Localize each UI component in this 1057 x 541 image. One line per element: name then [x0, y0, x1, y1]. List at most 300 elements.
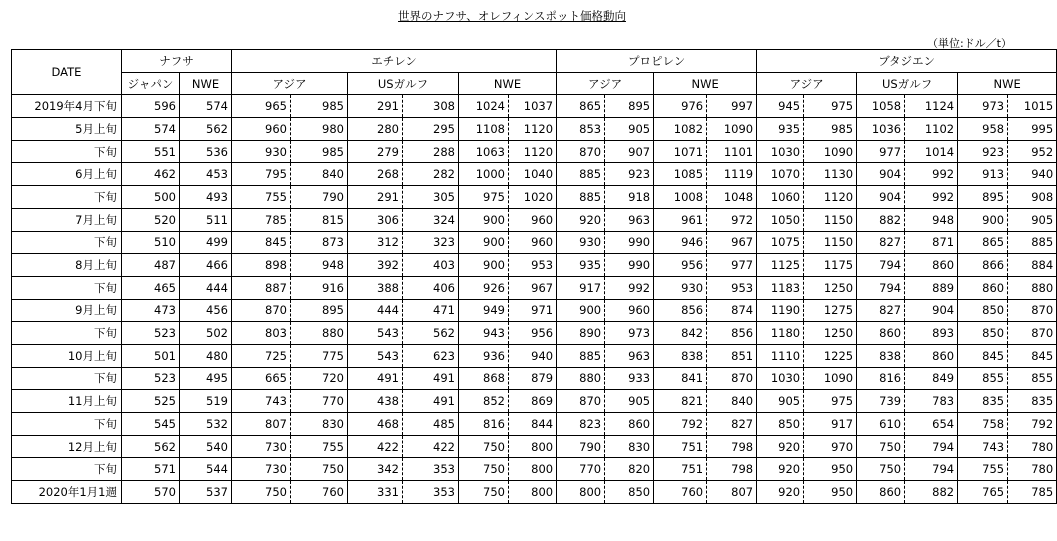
- price-cell: 985: [804, 118, 857, 141]
- price-cell: 537: [180, 481, 232, 504]
- price-cell: 973: [958, 95, 1008, 118]
- price-cell: 596: [122, 95, 180, 118]
- price-cell: 551: [122, 140, 180, 163]
- price-cell: 751: [654, 435, 707, 458]
- price-cell: 873: [291, 231, 348, 254]
- row-date: 10月上旬: [12, 344, 122, 367]
- price-cell: 821: [654, 390, 707, 413]
- price-cell: 956: [509, 322, 557, 345]
- price-cell: 946: [654, 231, 707, 254]
- subheader-butadiene-usgulf: USガルフ: [857, 72, 958, 95]
- price-cell: 923: [605, 163, 654, 186]
- price-cell: 1150: [804, 231, 857, 254]
- price-cell: 760: [291, 481, 348, 504]
- price-cell: 725: [232, 344, 291, 367]
- price-cell: 913: [958, 163, 1008, 186]
- price-cell: 917: [804, 413, 857, 436]
- price-cell: 1175: [804, 254, 857, 277]
- price-cell: 499: [180, 231, 232, 254]
- price-cell: 785: [1008, 481, 1057, 504]
- price-cell: 977: [857, 140, 905, 163]
- row-date: 9月上旬: [12, 299, 122, 322]
- price-cell: 544: [180, 458, 232, 481]
- price-cell: 523: [122, 367, 180, 390]
- price-cell: 574: [122, 118, 180, 141]
- price-cell: 963: [605, 208, 654, 231]
- table-row: [12, 186, 1057, 209]
- price-cell: 291: [348, 95, 403, 118]
- price-cell: 972: [707, 208, 757, 231]
- price-cell: 790: [557, 435, 605, 458]
- price-cell: 908: [1008, 186, 1057, 209]
- row-date: 11月上旬: [12, 390, 122, 413]
- price-cell: 930: [232, 140, 291, 163]
- table-body: [12, 95, 1057, 503]
- price-cell: 855: [958, 367, 1008, 390]
- price-cell: 495: [180, 367, 232, 390]
- price-cell: 900: [958, 208, 1008, 231]
- price-cell: 904: [905, 299, 958, 322]
- price-cell: 1050: [757, 208, 804, 231]
- price-cell: 780: [1008, 458, 1057, 481]
- price-cell: 870: [1008, 299, 1057, 322]
- price-cell: 1036: [857, 118, 905, 141]
- row-date: 下旬: [12, 276, 122, 299]
- subheader-propylene-asia: アジア: [557, 72, 654, 95]
- table-row: [12, 208, 1057, 231]
- table-row: [12, 254, 1057, 277]
- price-cell: 743: [958, 435, 1008, 458]
- price-cell: 930: [557, 231, 605, 254]
- header-butadiene: ブタジエン: [757, 50, 1057, 73]
- price-cell: 570: [122, 481, 180, 504]
- price-cell: 792: [1008, 413, 1057, 436]
- price-cell: 456: [180, 299, 232, 322]
- price-cell: 930: [654, 276, 707, 299]
- price-cell: 820: [605, 458, 654, 481]
- price-cell: 438: [348, 390, 403, 413]
- row-date: 下旬: [12, 413, 122, 436]
- price-cell: 536: [180, 140, 232, 163]
- price-cell: 933: [605, 367, 654, 390]
- table-row: [12, 163, 1057, 186]
- price-cell: 866: [958, 254, 1008, 277]
- table-row: [12, 435, 1057, 458]
- price-cell: 720: [291, 367, 348, 390]
- price-cell: 850: [958, 322, 1008, 345]
- table-row: [12, 276, 1057, 299]
- price-cell: 904: [857, 186, 905, 209]
- price-cell: 388: [348, 276, 403, 299]
- price-cell: 995: [1008, 118, 1057, 141]
- price-cell: 990: [605, 231, 654, 254]
- price-cell: 392: [348, 254, 403, 277]
- price-cell: 1071: [654, 140, 707, 163]
- price-cell: 543: [348, 344, 403, 367]
- price-cell: 353: [403, 458, 459, 481]
- price-cell: 750: [459, 458, 509, 481]
- price-cell: 868: [459, 367, 509, 390]
- price-cell: 750: [459, 481, 509, 504]
- price-cell: 856: [707, 322, 757, 345]
- price-cell: 838: [857, 344, 905, 367]
- price-cell: 860: [905, 254, 958, 277]
- price-cell: 800: [509, 481, 557, 504]
- price-cell: 792: [654, 413, 707, 436]
- price-cell: 331: [348, 481, 403, 504]
- price-cell: 865: [557, 95, 605, 118]
- price-cell: 845: [958, 344, 1008, 367]
- price-cell: 353: [403, 481, 459, 504]
- price-cell: 751: [654, 458, 707, 481]
- price-cell: 900: [459, 231, 509, 254]
- price-cell: 1075: [757, 231, 804, 254]
- price-cell: 1020: [509, 186, 557, 209]
- price-cell: 1120: [509, 118, 557, 141]
- price-cell: 610: [857, 413, 905, 436]
- price-cell: 1082: [654, 118, 707, 141]
- row-date: 下旬: [12, 231, 122, 254]
- price-cell: 770: [557, 458, 605, 481]
- price-cell: 885: [557, 186, 605, 209]
- price-cell: 1048: [707, 186, 757, 209]
- price-cell: 1090: [707, 118, 757, 141]
- price-cell: 918: [605, 186, 654, 209]
- price-cell: 961: [654, 208, 707, 231]
- table-row: [12, 481, 1057, 504]
- page-title: 世界のナフサ、オレフィンスポット価格動向: [398, 9, 626, 23]
- price-cell: 750: [857, 458, 905, 481]
- price-cell: 920: [757, 481, 804, 504]
- price-cell: 468: [348, 413, 403, 436]
- price-cell: 312: [348, 231, 403, 254]
- price-cell: 280: [348, 118, 403, 141]
- price-cell: 917: [557, 276, 605, 299]
- price-cell: 444: [180, 276, 232, 299]
- price-cell: 1125: [757, 254, 804, 277]
- row-date: 2020年1月1週: [12, 481, 122, 504]
- table-row: [12, 118, 1057, 141]
- price-cell: 502: [180, 322, 232, 345]
- price-cell: 840: [291, 163, 348, 186]
- price-cell: 940: [1008, 163, 1057, 186]
- price-cell: 845: [232, 231, 291, 254]
- price-cell: 860: [605, 413, 654, 436]
- price-cell: 885: [1008, 231, 1057, 254]
- price-cell: 880: [557, 367, 605, 390]
- price-cell: 562: [403, 322, 459, 345]
- price-cell: 795: [232, 163, 291, 186]
- price-cell: 952: [1008, 140, 1057, 163]
- price-cell: 1000: [459, 163, 509, 186]
- price-cell: 807: [232, 413, 291, 436]
- price-cell: 730: [232, 435, 291, 458]
- price-cell: 815: [291, 208, 348, 231]
- table-row: [12, 413, 1057, 436]
- price-cell: 775: [291, 344, 348, 367]
- price-cell: 324: [403, 208, 459, 231]
- price-cell: 523: [122, 322, 180, 345]
- price-cell: 850: [605, 481, 654, 504]
- price-cell: 827: [857, 299, 905, 322]
- price-cell: 783: [905, 390, 958, 413]
- row-date: 12月上旬: [12, 435, 122, 458]
- price-cell: 895: [291, 299, 348, 322]
- price-cell: 511: [180, 208, 232, 231]
- price-cell: 905: [605, 118, 654, 141]
- row-date: 7月上旬: [12, 208, 122, 231]
- price-cell: 491: [348, 367, 403, 390]
- table-row: [12, 140, 1057, 163]
- price-cell: 945: [757, 95, 804, 118]
- price-cell: 907: [605, 140, 654, 163]
- price-cell: 900: [459, 208, 509, 231]
- price-cell: 562: [180, 118, 232, 141]
- price-cell: 950: [804, 481, 857, 504]
- price-cell: 882: [857, 208, 905, 231]
- price-cell: 750: [459, 435, 509, 458]
- price-cell: 827: [857, 231, 905, 254]
- price-cell: 884: [1008, 254, 1057, 277]
- price-cell: 755: [291, 435, 348, 458]
- price-cell: 473: [122, 299, 180, 322]
- row-date: 2019年4月下旬: [12, 95, 122, 118]
- price-cell: 920: [757, 458, 804, 481]
- price-cell: 510: [122, 231, 180, 254]
- price-cell: 785: [232, 208, 291, 231]
- price-cell: 943: [459, 322, 509, 345]
- price-cell: 444: [348, 299, 403, 322]
- price-cell: 835: [958, 390, 1008, 413]
- price-cell: 422: [348, 435, 403, 458]
- price-cell: 977: [707, 254, 757, 277]
- price-cell: 1225: [804, 344, 857, 367]
- price-cell: 1119: [707, 163, 757, 186]
- price-cell: 665: [232, 367, 291, 390]
- price-cell: 841: [654, 367, 707, 390]
- subheader-ethylene-nwe: NWE: [459, 72, 557, 95]
- price-cell: 850: [958, 299, 1008, 322]
- price-cell: 491: [403, 390, 459, 413]
- price-cell: 953: [509, 254, 557, 277]
- price-cell: 905: [605, 390, 654, 413]
- price-cell: 291: [348, 186, 403, 209]
- price-cell: 755: [958, 458, 1008, 481]
- price-cell: 967: [509, 276, 557, 299]
- price-cell: 990: [605, 254, 654, 277]
- table-row: [12, 299, 1057, 322]
- price-cell: 895: [605, 95, 654, 118]
- price-cell: 1030: [757, 367, 804, 390]
- row-date: 8月上旬: [12, 254, 122, 277]
- price-cell: 525: [122, 390, 180, 413]
- price-cell: 898: [232, 254, 291, 277]
- price-cell: 916: [291, 276, 348, 299]
- price-cell: 1024: [459, 95, 509, 118]
- price-cell: 1120: [509, 140, 557, 163]
- price-cell: 1190: [757, 299, 804, 322]
- price-cell: 845: [1008, 344, 1057, 367]
- price-cell: 889: [905, 276, 958, 299]
- price-cell: 874: [707, 299, 757, 322]
- price-cell: 1060: [757, 186, 804, 209]
- price-cell: 880: [291, 322, 348, 345]
- price-cell: 956: [654, 254, 707, 277]
- price-cell: 790: [291, 186, 348, 209]
- row-date: 下旬: [12, 186, 122, 209]
- price-cell: 935: [757, 118, 804, 141]
- price-cell: 305: [403, 186, 459, 209]
- price-cell: 1090: [804, 140, 857, 163]
- price-cell: 816: [857, 367, 905, 390]
- price-cell: 890: [557, 322, 605, 345]
- price-cell: 739: [857, 390, 905, 413]
- price-cell: 760: [654, 481, 707, 504]
- price-cell: 1150: [804, 208, 857, 231]
- table-row: [12, 322, 1057, 345]
- price-cell: 816: [459, 413, 509, 436]
- table-row: [12, 231, 1057, 254]
- price-cell: 992: [905, 186, 958, 209]
- price-cell: 960: [605, 299, 654, 322]
- price-cell: 1275: [804, 299, 857, 322]
- price-cell: 851: [707, 344, 757, 367]
- price-cell: 923: [958, 140, 1008, 163]
- price-cell: 306: [348, 208, 403, 231]
- price-cell: 920: [557, 208, 605, 231]
- price-cell: 838: [654, 344, 707, 367]
- price-cell: 870: [707, 367, 757, 390]
- price-cell: 780: [1008, 435, 1057, 458]
- price-cell: 765: [958, 481, 1008, 504]
- price-cell: 879: [509, 367, 557, 390]
- price-cell: 323: [403, 231, 459, 254]
- price-cell: 850: [757, 413, 804, 436]
- price-cell: 985: [291, 95, 348, 118]
- price-cell: 491: [403, 367, 459, 390]
- price-cell: 1102: [905, 118, 958, 141]
- price-cell: 958: [958, 118, 1008, 141]
- price-cell: 1120: [804, 186, 857, 209]
- row-date: 下旬: [12, 367, 122, 390]
- price-cell: 967: [707, 231, 757, 254]
- price-cell: 971: [509, 299, 557, 322]
- price-cell: 730: [232, 458, 291, 481]
- price-cell: 532: [180, 413, 232, 436]
- price-cell: 794: [905, 435, 958, 458]
- price-cell: 905: [1008, 208, 1057, 231]
- price-cell: 870: [557, 140, 605, 163]
- price-cell: 406: [403, 276, 459, 299]
- header-row-1: [12, 50, 1057, 73]
- price-cell: 904: [857, 163, 905, 186]
- price-cell: 540: [180, 435, 232, 458]
- price-cell: 960: [509, 208, 557, 231]
- price-cell: 860: [857, 481, 905, 504]
- table-row: [12, 95, 1057, 118]
- table-row: [12, 367, 1057, 390]
- price-cell: 844: [509, 413, 557, 436]
- price-cell: 975: [804, 390, 857, 413]
- price-cell: 900: [557, 299, 605, 322]
- price-cell: 1040: [509, 163, 557, 186]
- price-cell: 480: [180, 344, 232, 367]
- price-cell: 842: [654, 322, 707, 345]
- price-cell: 856: [654, 299, 707, 322]
- row-date: 5月上旬: [12, 118, 122, 141]
- price-cell: 948: [905, 208, 958, 231]
- price-cell: 295: [403, 118, 459, 141]
- price-cell: 960: [232, 118, 291, 141]
- price-cell: 750: [857, 435, 905, 458]
- price-cell: 992: [905, 163, 958, 186]
- price-cell: 1124: [905, 95, 958, 118]
- price-cell: 853: [557, 118, 605, 141]
- price-cell: 654: [905, 413, 958, 436]
- price-cell: 852: [459, 390, 509, 413]
- price-cell: 855: [1008, 367, 1057, 390]
- price-cell: 830: [605, 435, 654, 458]
- price-cell: 1008: [654, 186, 707, 209]
- table-row: [12, 344, 1057, 367]
- price-cell: 840: [707, 390, 757, 413]
- price-cell: 493: [180, 186, 232, 209]
- price-cell: 803: [232, 322, 291, 345]
- price-cell: 543: [348, 322, 403, 345]
- price-cell: 282: [403, 163, 459, 186]
- price-cell: 905: [757, 390, 804, 413]
- price-cell: 1058: [857, 95, 905, 118]
- table-row: [12, 390, 1057, 413]
- table-row: [12, 458, 1057, 481]
- row-date: 下旬: [12, 140, 122, 163]
- subheader-naphtha-nwe: NWE: [180, 72, 232, 95]
- header-naphtha: ナフサ: [122, 50, 232, 73]
- price-cell: 798: [707, 458, 757, 481]
- price-cell: 571: [122, 458, 180, 481]
- price-cell: 520: [122, 208, 180, 231]
- price-cell: 794: [905, 458, 958, 481]
- header-ethylene: エチレン: [232, 50, 557, 73]
- unit-label: （単位:ドル／t）: [926, 37, 1012, 50]
- price-cell: 800: [509, 458, 557, 481]
- price-cell: 545: [122, 413, 180, 436]
- price-cell: 935: [557, 254, 605, 277]
- price-cell: 807: [707, 481, 757, 504]
- price-cell: 465: [122, 276, 180, 299]
- price-cell: 992: [605, 276, 654, 299]
- price-cell: 860: [958, 276, 1008, 299]
- price-cell: 750: [232, 481, 291, 504]
- price-cell: 1037: [509, 95, 557, 118]
- row-date: 下旬: [12, 458, 122, 481]
- price-cell: 949: [459, 299, 509, 322]
- price-cell: 835: [1008, 390, 1057, 413]
- price-cell: 965: [232, 95, 291, 118]
- price-cell: 279: [348, 140, 403, 163]
- price-cell: 798: [707, 435, 757, 458]
- price-table: [11, 49, 1057, 504]
- price-cell: 1030: [757, 140, 804, 163]
- price-cell: 403: [403, 254, 459, 277]
- price-cell: 948: [291, 254, 348, 277]
- price-cell: 1063: [459, 140, 509, 163]
- price-cell: 422: [403, 435, 459, 458]
- row-date: 6月上旬: [12, 163, 122, 186]
- header-date: DATE: [12, 50, 122, 95]
- price-cell: 823: [557, 413, 605, 436]
- price-cell: 1183: [757, 276, 804, 299]
